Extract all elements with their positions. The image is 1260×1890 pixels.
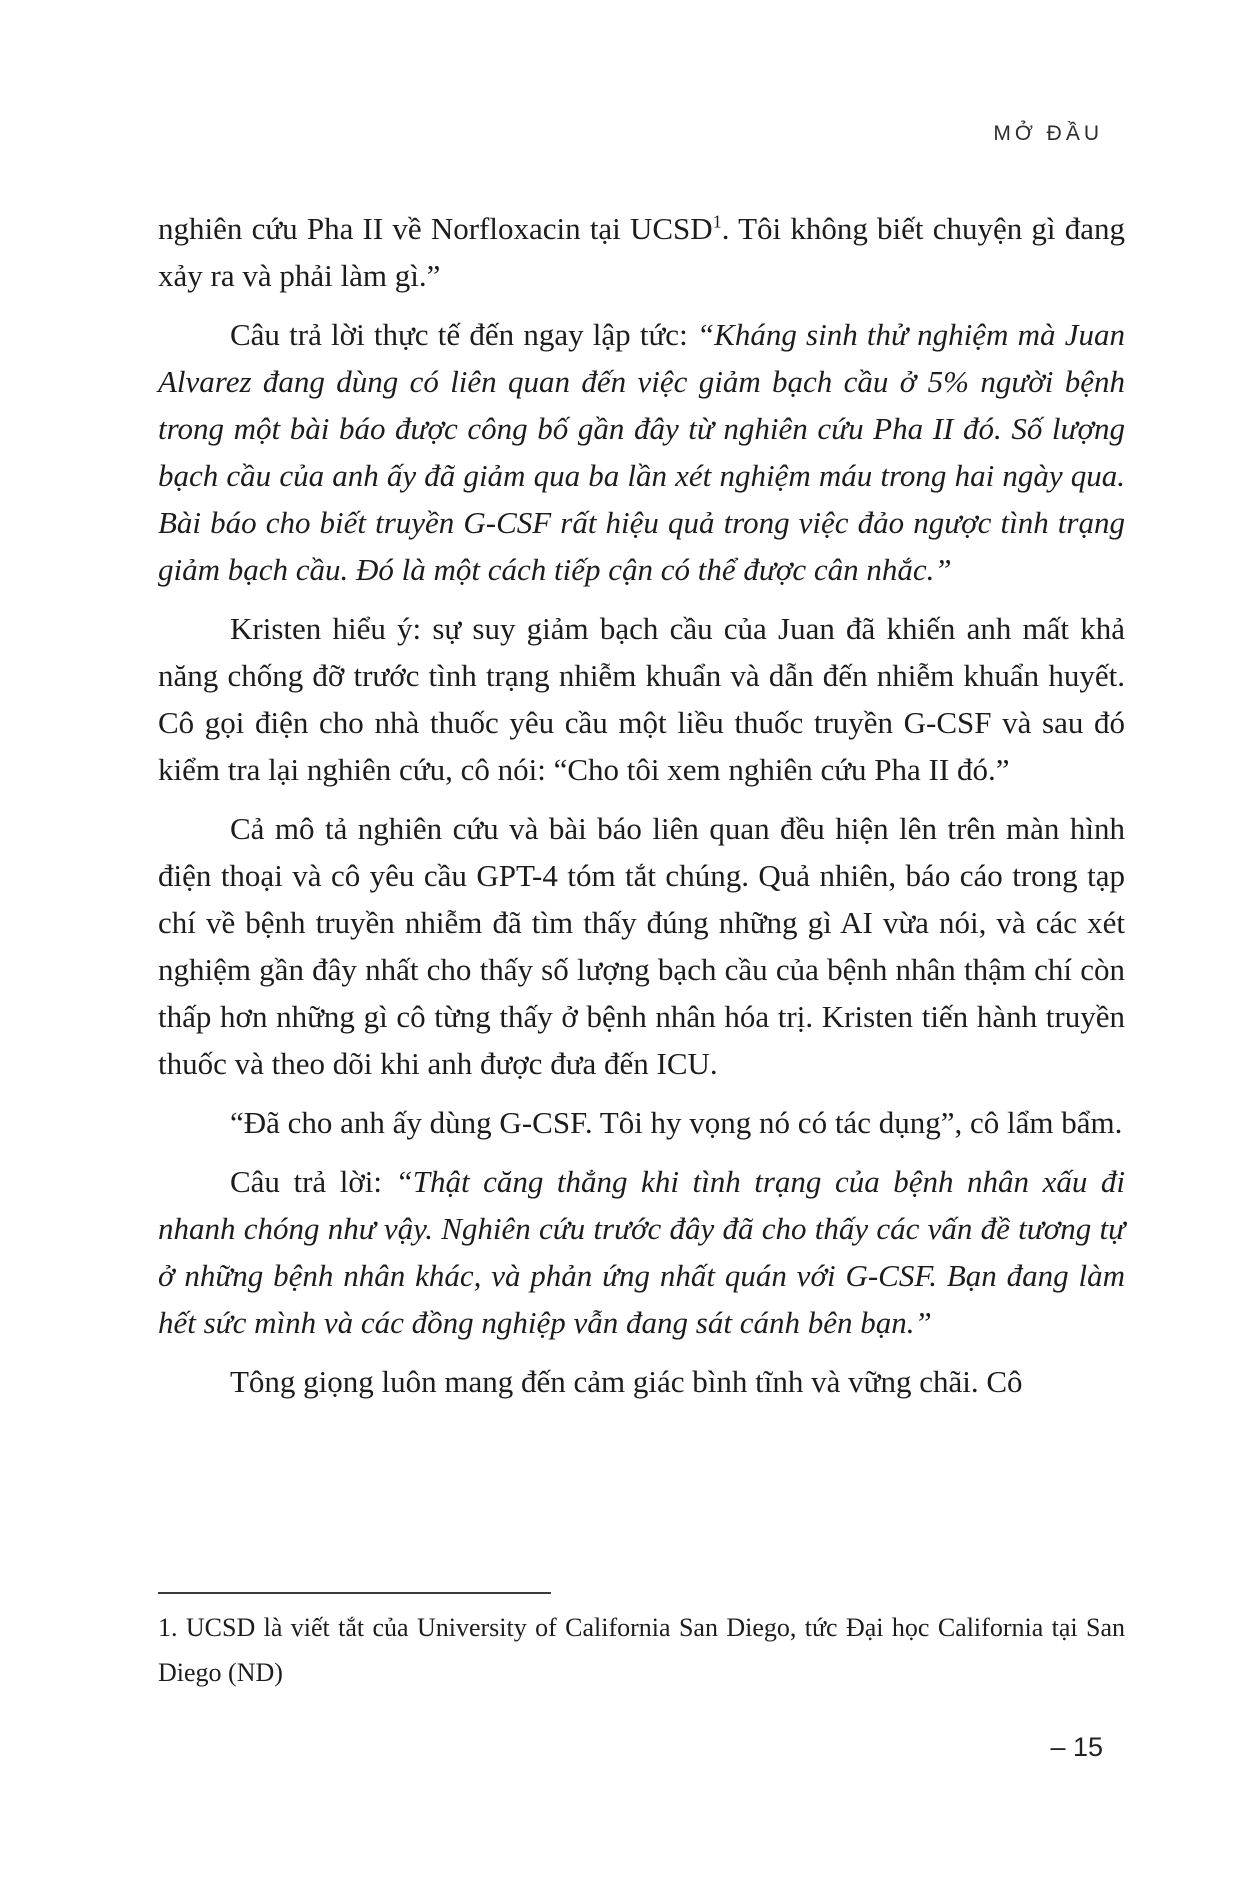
text-run: Kristen hiểu ý: sự suy giảm bạch cầu của Juan đã khiến anh mất khả năng chống đỡ trước tình trạng nhiễm khuẩn và dẫn đến nhiễm khuẩn huyết. Cô gọi điện cho nhà thuốc yêu cầu một liều thuốc truyền G-CSF và sau đó kiểm tra lại nghiên cứu, cô nói: “Cho tôi xem nghiên cứu Pha II đó.”	[158, 611, 1125, 787]
running-header: MỞ ĐẦU	[993, 122, 1103, 145]
text-run: Câu trả lời:	[230, 1164, 396, 1199]
text-run: nghiên cứu Pha II về Norfloxacin tại UCSD	[158, 211, 713, 246]
text-run: . Tôi không biết chuyện gì đang xảy ra và phải làm gì.”	[158, 211, 1125, 293]
paragraph	[158, 311, 1125, 593]
footnote-marker: 1	[712, 211, 722, 232]
text-run: “Đã cho anh ấy dùng G-CSF. Tôi hy vọng nó có tác dụng”, cô lẩm bẩm.	[230, 1105, 1123, 1140]
paragraph	[158, 1099, 1125, 1146]
paragraph	[158, 1158, 1125, 1346]
paragraph	[158, 805, 1125, 1087]
page-number: – 15	[1050, 1732, 1103, 1762]
text-run: Tông giọng luôn mang đến cảm giác bình tĩnh và vững chãi. Cô	[230, 1364, 1023, 1399]
paragraph	[158, 1358, 1125, 1405]
text-run: “Thật căng thẳng khi tình trạng của bệnh nhân xấu đi nhanh chóng như vậy. Nghiên cứu trước đây đã cho thấy các vấn đề tương tự ở những bệnh nhân khác, và phản ứng nhất quán với G-CSF. Bạn đang làm hết sức mình và các đồng nghiệp vẫn đang sát cánh bên bạn.”	[158, 1164, 1125, 1340]
text-run: Câu trả lời thực tế đến ngay lập tức:	[230, 317, 697, 352]
body-text	[158, 205, 1125, 1417]
paragraph	[158, 605, 1125, 793]
paragraph	[158, 205, 1125, 299]
text-run: “Kháng sinh thử nghiệm mà Juan Alvarez đang dùng có liên quan đến việc giảm bạch cầu ở 5% người bệnh trong một bài báo được công bố gần đây từ nghiên cứu Pha II đó. Số lượng bạch cầu của anh ấy đã giảm qua ba lần xét nghiệm máu trong hai ngày qua. Bài báo cho biết truyền G-CSF rất hiệu quả trong việc đảo ngược tình trạng giảm bạch cầu. Đó là một cách tiếp cận có thể được cân nhắc.”	[158, 317, 1125, 587]
text-run: Cả mô tả nghiên cứu và bài báo liên quan đều hiện lên trên màn hình điện thoại và cô yêu cầu GPT-4 tóm tắt chúng. Quả nhiên, báo cáo trong tạp chí về bệnh truyền nhiễm đã tìm thấy đúng những gì AI vừa nói, và các xét nghiệm gần đây nhất cho thấy số lượng bạch cầu của bệnh nhân thậm chí còn thấp hơn những gì cô từng thấy ở bệnh nhân hóa trị. Kristen tiến hành truyền thuốc và theo dõi khi anh được đưa đến ICU.	[158, 811, 1125, 1081]
footnote-divider	[158, 1592, 551, 1594]
footnote-text: 1. UCSD là viết tắt của University of California San Diego, tức Đại học California tại San Diego (ND)	[158, 1613, 1125, 1687]
